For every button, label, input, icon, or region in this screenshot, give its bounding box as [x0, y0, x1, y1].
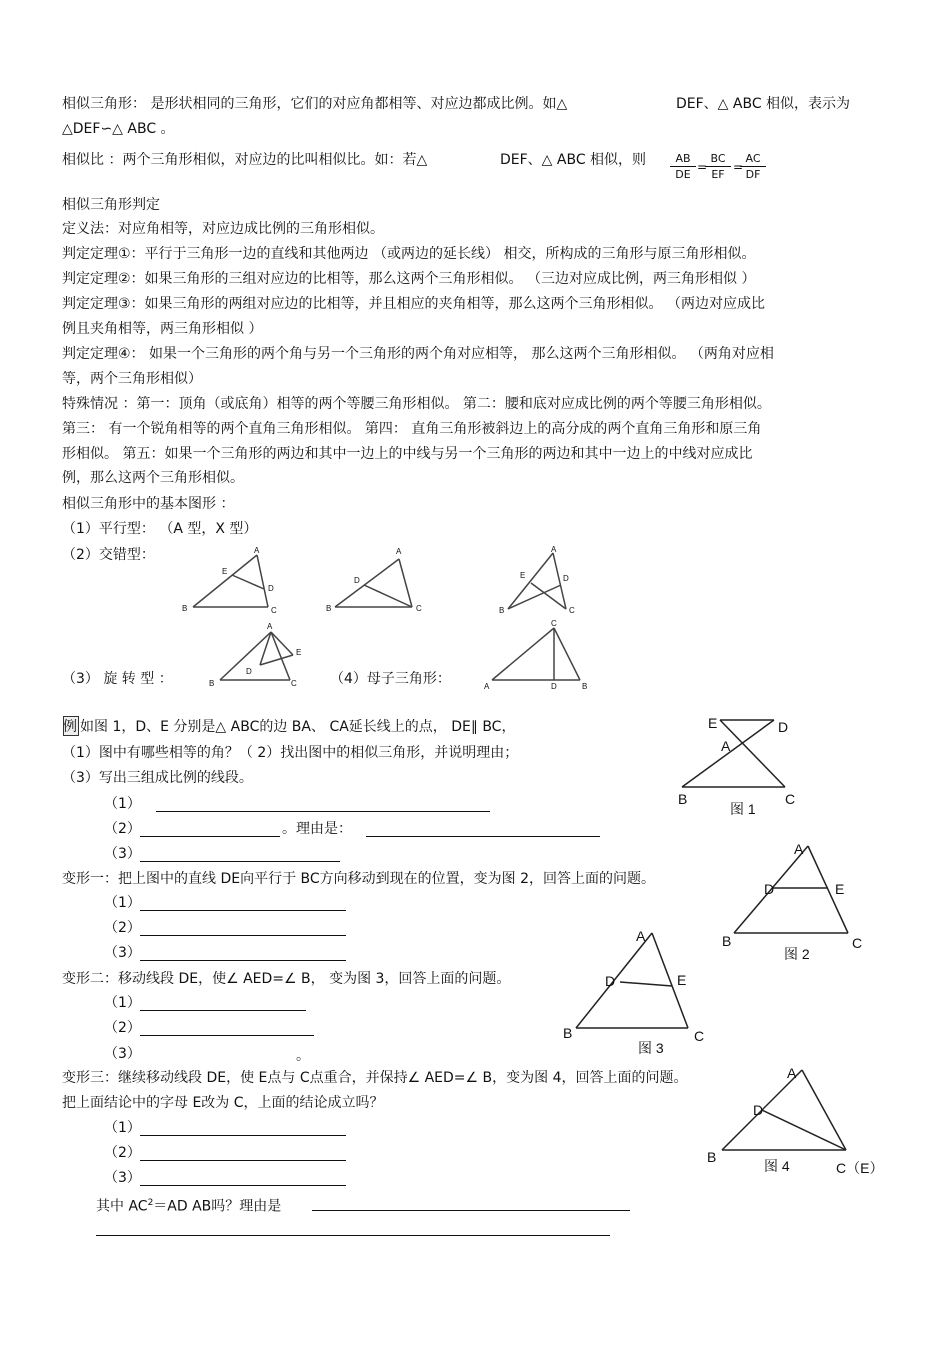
label-b: B	[707, 1149, 717, 1165]
frac-den: DE	[675, 168, 691, 181]
label-c: C	[551, 619, 557, 628]
edge	[508, 585, 561, 609]
edge	[399, 559, 412, 607]
label-d: D	[354, 576, 360, 585]
criteria-theorem-3: 判定定理③：如果三角形的两组对应边的比相等，并且相应的夹角相等，那么这两个三角形相似。 （两边对应成比	[62, 296, 765, 312]
edge	[364, 585, 412, 607]
label-e: E	[296, 648, 302, 657]
ratio-line-cont: DEF、△ ABC 相似，则	[500, 152, 647, 168]
criteria-theorem-4-cont: 等，两个三角形相似）	[62, 371, 202, 387]
variant-3-text-2: 把上面结论中的字母 E改为 C，上面的结论成立吗？	[62, 1095, 384, 1111]
figure-mother-child	[482, 618, 597, 693]
figure-rotation-type	[205, 620, 315, 692]
figure-2-caption: 图 2	[784, 946, 810, 962]
frac-num: AB	[670, 151, 696, 167]
edge	[271, 632, 293, 655]
label-b: B	[563, 1025, 573, 1041]
definition-notation: △DEF∽△ ABC 。	[62, 121, 175, 137]
label-d: D	[764, 881, 775, 897]
definition-line: 相似三角形： 是形状相同的三角形，它们的对应角都相等、对应边都成比例。如△	[62, 96, 568, 112]
variant-3-answer-3-label: （3）	[104, 1170, 141, 1186]
figure-1-caption: 图 1	[730, 801, 756, 817]
frac-num: AC	[740, 151, 766, 167]
mother-child-type: （4）母子三角形：	[330, 671, 451, 687]
variant-1-answer-2-blank[interactable]	[140, 935, 346, 936]
label-d: D	[551, 682, 557, 691]
variant-3-text: 变形三：继续移动线段 DE，使 E点与 C点重合，并保持∠ AED=∠ B，变为图 4，回答上面的问题。	[62, 1070, 688, 1086]
parallel-type: （1）平行型： （A 型，X 型）	[62, 521, 258, 537]
figure-a-type	[180, 545, 280, 620]
variant-2-answer-1-label: （1）	[104, 995, 141, 1011]
label-c: C	[785, 791, 796, 807]
variant-2-answer-1-blank[interactable]	[140, 1010, 306, 1011]
label-d: D	[246, 667, 252, 676]
edge-ac	[802, 1070, 846, 1150]
criteria-theorem-1: 判定定理①：平行于三角形一边的直线和其他两边 （或两边的延长线） 相交，所构成的三角形与原三角形相似。	[62, 246, 756, 262]
label-e: E	[520, 571, 526, 580]
label-c: C	[416, 604, 422, 613]
label-a: A	[267, 622, 273, 631]
figure-4-caption: 图 4	[764, 1158, 790, 1174]
label-b: B	[722, 933, 732, 949]
label-c: C	[694, 1028, 705, 1044]
label-e: E	[835, 881, 845, 897]
answer-1-blank[interactable]	[156, 811, 490, 812]
label-d: D	[753, 1102, 764, 1118]
answer-2-reason-label: 。理由是：	[282, 821, 352, 837]
criteria-definition: 定义法：对应角相等，对应边成比例的三角形相似。	[62, 221, 384, 237]
criteria-theorem-4: 判定定理④： 如果一个三角形的两个角与另一个三角形的两个角对应相等， 那么这两个三角形相似。 （两角对应相	[62, 346, 774, 362]
edge	[508, 553, 553, 609]
variant-3-question	[96, 1194, 281, 1216]
label-b: B	[209, 679, 215, 688]
variant-2-text: 变形二：移动线段 DE，使∠ AED=∠ B， 变为图 3，回答上面的问题。	[62, 971, 511, 987]
variant-1-answer-2-label: （2）	[104, 920, 141, 936]
variant-2-answer-3-label: （3）	[104, 1046, 141, 1062]
special-cases-2: 第三： 有一个锐角相等的两个直角三角形相似。 第四： 直角三角形被斜边上的高分成的两个直角三角形和原三角	[62, 421, 762, 437]
figure-2	[718, 838, 868, 963]
criteria-theorem-3-cont: 例且夹角相等，两三角形相似 ）	[62, 321, 263, 337]
figure-1	[670, 712, 810, 824]
edge	[554, 628, 580, 680]
label-a: A	[636, 928, 646, 944]
example-question-3: （3）写出三组成比例的线段。	[62, 770, 253, 786]
variant-1-answer-1-blank[interactable]	[140, 910, 346, 911]
label-e: E	[708, 715, 718, 731]
label-d: D	[268, 584, 274, 593]
edge	[260, 655, 293, 665]
variant-3-reason-blank[interactable]	[312, 1210, 630, 1211]
label-c: C	[291, 679, 297, 688]
variant-3-answer-1-blank[interactable]	[140, 1135, 346, 1136]
label-b: B	[678, 791, 688, 807]
edge-dc	[762, 1110, 846, 1150]
variant-3-answer-2-blank[interactable]	[140, 1160, 346, 1161]
variant-3-answer-2-label: （2）	[104, 1145, 141, 1161]
answer-2-blank[interactable]	[140, 836, 280, 837]
figure-4	[700, 1062, 885, 1177]
frac-den: EF	[711, 168, 725, 181]
variant-3-answer-1-label: （1）	[104, 1120, 141, 1136]
label-d: D	[778, 719, 789, 735]
answer-1-label: （1）	[104, 796, 141, 812]
label-a: A	[551, 545, 557, 554]
label-b: B	[499, 606, 505, 615]
equals-sign: =	[733, 160, 744, 174]
question-part-b: ＝AD AB吗？理由是	[153, 1198, 282, 1215]
label-d: D	[605, 973, 616, 989]
figure-3	[560, 925, 710, 1060]
answer-3-label: （3）	[104, 846, 141, 862]
cross-type: （2）交错型：	[62, 547, 155, 563]
fraction-bc-ef	[705, 151, 731, 182]
frac-den: DF	[745, 168, 761, 181]
frac-num: BC	[705, 151, 731, 167]
figure-cross-type	[322, 545, 432, 620]
variant-1-answer-3-blank[interactable]	[140, 960, 346, 961]
label-c: C	[271, 606, 277, 615]
fraction-ac-df	[740, 151, 766, 182]
variant-2-answer-2-label: （2）	[104, 1020, 141, 1036]
figure-3-caption: 图 3	[638, 1040, 664, 1056]
figure-cross-double	[496, 543, 586, 618]
variant-2-period: 。	[296, 1048, 310, 1064]
ratio-line: 相似比 ：两个三角形相似，对应边的比叫相似比。如：若△	[62, 152, 428, 168]
label-a: A	[484, 682, 490, 691]
variant-1-answer-3-label: （3）	[104, 945, 141, 961]
label-a: A	[787, 1065, 797, 1081]
question-part-a: 其中 AC	[96, 1198, 148, 1215]
answer-2-label: （2）	[104, 821, 141, 837]
special-cases-3: 形相似。 第五：如果一个三角形的两边和其中一边上的中线与另一个三角形的两边和其中一边上的中线对应成比	[62, 446, 753, 462]
example-question-1-2: （1）图中有哪些相等的角？（ 2）找出图中的相似三角形，并说明理由；	[62, 745, 519, 761]
superscript-2: 2	[147, 1198, 154, 1208]
edge	[492, 628, 554, 680]
answer-2-reason-blank[interactable]	[366, 836, 600, 837]
variant-3-answer-3-blank[interactable]	[140, 1185, 346, 1186]
edge	[232, 575, 264, 589]
edge	[335, 559, 399, 607]
label-a: A	[794, 841, 804, 857]
criteria-theorem-2: 判定定理②：如果三角形的三组对应边的比相等，那么这两个三角形相似。 （三边对应成比例，两三角形相似 ）	[62, 271, 756, 287]
answer-3-blank[interactable]	[140, 861, 340, 862]
label-e: E	[677, 972, 687, 988]
label-e: E	[222, 567, 228, 576]
variant-3-reason-blank-2[interactable]	[96, 1235, 610, 1236]
label-a: A	[396, 547, 402, 556]
criteria-heading: 相似三角形判定	[62, 197, 160, 213]
label-a: A	[254, 546, 260, 555]
fraction-ab-de	[670, 151, 696, 182]
special-cases-1: 特殊情况 ：第一：顶角（或底角）相等的两个等腰三角形相似。 第二：腰和底对应成比例的两个等腰三角形相似。	[62, 396, 771, 412]
label-a: A	[721, 738, 731, 754]
label-c-e: C（E）	[836, 1160, 884, 1176]
label-c: C	[852, 935, 863, 951]
example-intro: 如图 1，D、E 分别是△ ABC的边 BA、 CA延长线上的点， DE∥ BC，	[80, 719, 516, 735]
special-cases-4: 例，那么这两个三角形相似。	[62, 470, 244, 486]
label-c: C	[569, 606, 575, 615]
example-mark: 例	[63, 719, 77, 735]
variant-1-text: 变形一：把上图中的直线 DE向平行于 BC方向移动到现在的位置，变为图 2，回答上面的问题。	[62, 871, 656, 887]
equals-sign: =	[697, 160, 708, 174]
label-b: B	[582, 682, 588, 691]
basic-figures-heading: 相似三角形中的基本图形 ：	[62, 496, 235, 512]
rotate-type: （3） 旋 转 型 ：	[62, 671, 173, 687]
definition-line-cont: DEF、△ ABC 相似，表示为	[676, 96, 851, 112]
variant-2-answer-2-blank[interactable]	[140, 1035, 314, 1036]
edge-de	[620, 982, 672, 986]
label-b: B	[326, 604, 332, 613]
variant-1-answer-1-label: （1）	[104, 895, 141, 911]
label-d: D	[563, 574, 569, 583]
edge	[257, 555, 268, 607]
label-b: B	[182, 604, 188, 613]
